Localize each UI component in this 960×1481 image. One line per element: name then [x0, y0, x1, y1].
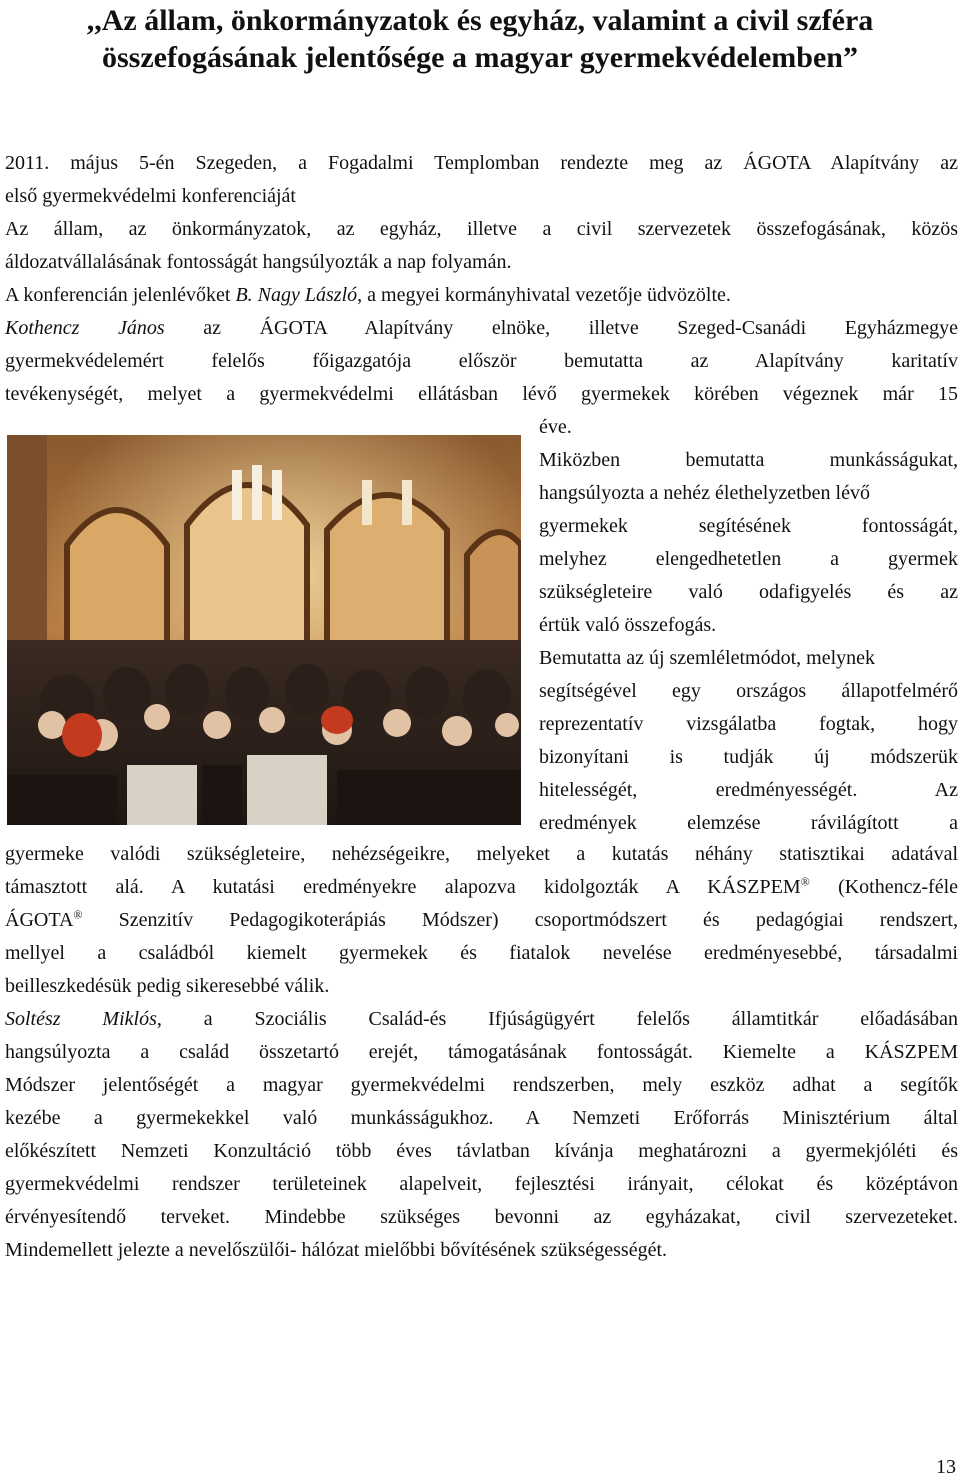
text-run: támasztott alá. A kutatási eredményekre alapozva kidolgozták A KÁSZPEM — [5, 876, 801, 898]
intro-line: első gyermekvédelmi konferenciáját — [5, 185, 296, 207]
body-line: gyermeke valódi szükségleteire, nehézségeikre, melyeket a kutatás néhány statisztikai adatával — [5, 843, 958, 865]
side-line: hangsúlyozta a nehéz élethelyzetben lévő — [539, 482, 870, 504]
text-run: az ÁGOTA Alapítvány elnöke, illetve Szeged-Csanádi Egyházmegye — [164, 317, 958, 339]
text-run: Szenzitív Pedagogikoterápiás Módszer) csoportmódszert és pedagógiai rendszert, — [82, 909, 958, 931]
registered-mark: ® — [800, 874, 810, 889]
intro-line — [5, 279, 958, 312]
body-line — [5, 1003, 958, 1036]
side-line: Miközben bemutatta munkásságukat, — [539, 449, 958, 471]
intro-line: tevékenységét, melyet a gyermekvédelmi ellátásban lévő gyermekek körében végeznek már 15 — [5, 383, 958, 405]
body-line: Módszer jelentőségét a magyar gyermekvédelmi rendszerben, mely eszköz adhat a segítők — [5, 1074, 958, 1096]
text-run: A konferencián jelenlévőket — [5, 284, 236, 306]
body-line: előkészített Nemzeti Konzultáció több éves távlatban kívánja meghatározni a gyermekjóléti és — [5, 1140, 958, 1162]
side-line: értük való összefogás. — [539, 614, 717, 636]
person-name: Soltész Miklós — [5, 1008, 157, 1030]
side-column-text — [539, 411, 958, 840]
body-line — [5, 871, 958, 904]
registered-mark: ® — [73, 907, 83, 922]
side-line: szükségleteire való odafigyelés és az — [539, 581, 958, 603]
text-run: ÁGOTA — [5, 909, 74, 931]
side-line: gyermekek segítésének fontosságát, — [539, 515, 958, 537]
article-title — [0, 2, 960, 76]
side-line: segítségével egy országos állapotfelmérő — [539, 680, 958, 702]
text-run: (Kothencz-féle — [809, 876, 958, 898]
title-line-1: ,,Az állam, önkormányzatok és egyház, valamint a civil szféra — [86, 4, 874, 37]
body-line: Mindemellett jelezte a nevelőszülői- hálózat mielőbbi bővítésének szükségességét. — [5, 1239, 668, 1261]
side-line: hitelességét, eredményességét. Az — [539, 779, 958, 801]
body-line: gyermekvédelmi rendszer területeinek alapelveit, fejlesztési irányait, célokat és középtávon — [5, 1173, 958, 1195]
text-run: , a Szociális Család-és Ifjúságügyért felelős államtitkár előadásában — [156, 1008, 958, 1030]
title-line-2: összefogásának jelentősége a magyar gyermekvédelemben” — [102, 41, 858, 74]
person-name: Kothencz János — [5, 317, 165, 339]
body-line: hangsúlyozta a család összetartó erejét, támogatásának fontosságát. Kiemelte a KÁSZPEM — [5, 1041, 958, 1063]
body-line: beilleszkedésük pedig sikeresebbé válik. — [5, 975, 330, 997]
body-line: érvényesítendő terveket. Mindebbe szükséges bevonni az egyházakat, civil szervezeteket. — [5, 1206, 958, 1228]
text-run: , a megyei kormányhivatal vezetője üdvözölte. — [357, 284, 731, 306]
church-interior-image — [7, 435, 521, 825]
page-number: 13 — [936, 1456, 956, 1478]
side-line: eredmények elemzése rávilágított a — [539, 812, 958, 834]
body-line: mellyel a családból kiemelt gyermekek és fiatalok nevelése eredményesebbé, társadalmi — [5, 942, 958, 964]
intro-line: áldozatvállalásának fontosságát hangsúlyozták a nap folyamán. — [5, 251, 512, 273]
side-line: reprezentatív vizsgálatba fogtak, hogy — [539, 713, 958, 735]
side-line: bizonyítani is tudják új módszerük — [539, 746, 958, 768]
person-name: B. Nagy László — [235, 284, 358, 306]
intro-line: Az állam, az önkormányzatok, az egyház, illetve a civil szervezetek összefogásának, közös — [5, 218, 958, 240]
side-line: melyhez elengedhetetlen a gyermek — [539, 548, 958, 570]
body-paragraphs — [5, 838, 958, 1267]
intro-line: 2011. május 5-én Szegeden, a Fogadalmi Templomban rendezte meg az ÁGOTA Alapítvány az — [5, 152, 958, 174]
side-line: éve. — [539, 416, 572, 438]
conference-photo — [7, 435, 521, 825]
body-line — [5, 904, 958, 937]
body-line: kezébe a gyermekekkel való munkásságukhoz. A Nemzeti Erőforrás Minisztérium által — [5, 1107, 958, 1129]
intro-line: gyermekvédelemért felelős főigazgatója először bemutatta az Alapítvány karitatív — [5, 350, 958, 372]
intro-paragraphs — [5, 147, 958, 411]
intro-line — [5, 312, 958, 345]
side-line: Bemutatta az új szemléletmódot, melynek — [539, 647, 876, 669]
